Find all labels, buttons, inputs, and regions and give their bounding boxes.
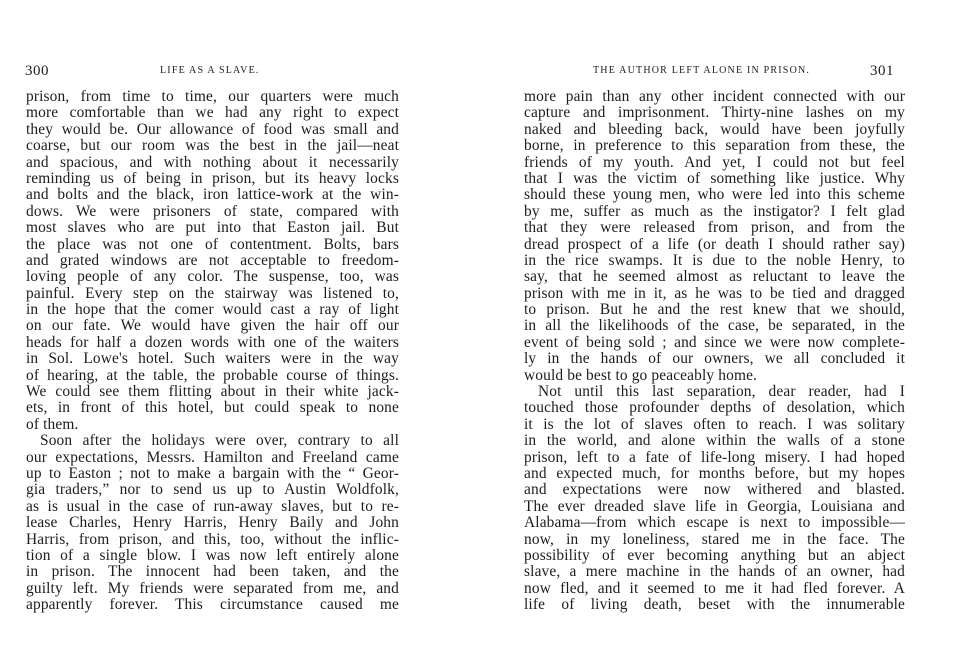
text-line: in Sol. Lowe's hotel. Such waiters were in the way	[26, 350, 399, 368]
text-line: slave, a mere machine in the hands of an owner, had	[524, 563, 905, 581]
text-line: naked and bleeding back, would have been joyfully	[524, 120, 905, 138]
text-line: it is the lot of slaves often to reach. I was solitary	[524, 415, 905, 433]
text-line: ly in the hands of our owners, we all concluded it	[524, 350, 905, 368]
text-line: prison with me in it, as he was to be tied and dragged	[524, 284, 905, 302]
text-line: capture and imprisonment. Thirty-nine lashes on my	[524, 104, 905, 122]
right-body-text	[524, 89, 905, 614]
right-running-title: THE AUTHOR LEFT ALONE IN PRISON.	[593, 65, 811, 76]
text-line: and bolts and the black, iron lattice-work at the win-	[26, 186, 399, 204]
text-line: painful. Every step on the stairway was listened to,	[26, 284, 399, 302]
text-line: possibility of ever becoming anything but an abject	[524, 546, 905, 564]
right-page	[490, 0, 980, 668]
text-line: event of being sold ; and since we were now complete-	[524, 333, 905, 351]
text-line: ets, in front of this hotel, but could speak to none	[26, 399, 399, 417]
text-line: would be best to go peaceably home.	[524, 366, 758, 384]
text-line: dows. We were prisoners of state, compared with	[26, 202, 399, 220]
text-line: the place was not one of contentment. Bolts, bars	[26, 235, 399, 253]
text-line: dread prospect of a life (or death I should rather say)	[524, 235, 905, 253]
text-line: touched those profounder depths of desolation, which	[524, 399, 905, 417]
text-line: in all the likelihoods of the case, be separated, in the	[524, 317, 905, 335]
text-line: in the rice swamps. It is due to the noble Henry, to	[524, 251, 905, 269]
text-line: in the hope that the comer would cast a ray of light	[26, 301, 399, 319]
text-line: Not until this last separation, dear reader, had I	[538, 383, 905, 401]
text-line: lease Charles, Henry Harris, Henry Baily and John	[26, 514, 399, 532]
text-line: and grated windows are not acceptable to freedom-	[26, 251, 399, 269]
text-line: guilty left. My friends were separated from me, and	[26, 579, 399, 597]
text-line: reminding us of being in prison, but its heavy locks	[26, 169, 399, 187]
text-line: now, in my loneliness, stared me in the face. The	[524, 530, 905, 548]
text-line: now fled, and it seemed to me it had fled forever. A	[524, 579, 905, 597]
text-line: up to Easton ; not to make a bargain with the “ Geor-	[26, 464, 399, 482]
text-line: our expectations, Messrs. Hamilton and Freeland came	[26, 448, 399, 466]
text-line: and expected much, for months before, but my hopes	[524, 464, 905, 482]
left-body-text	[26, 89, 399, 614]
text-line: in prison. The innocent had been taken, and the	[26, 563, 399, 581]
text-line: and spacious, and with nothing about it necessarily	[26, 153, 399, 171]
text-line: in the world, and alone within the walls of a stone	[524, 432, 905, 450]
text-line: of hearing, at the table, the probable course of things.	[26, 366, 399, 384]
text-line: We could see them flitting about in their white jack-	[26, 383, 399, 401]
text-line: as is usual in the case of run-away slaves, but to re-	[26, 497, 399, 515]
text-line: of them.	[26, 415, 79, 433]
text-line: more pain than any other incident connected with our	[524, 88, 905, 105]
text-line: life of living death, beset with the innumerable	[524, 596, 905, 614]
text-line: prison, left to a fate of life-long misery. I had hoped	[524, 448, 905, 466]
text-line: on our fate. We would have given the hair off our	[26, 317, 399, 335]
text-line: and expectations were now withered and blasted.	[524, 481, 905, 499]
text-line: loving people of any color. The suspense, too, was	[26, 268, 399, 286]
text-line: apparently forever. This circumstance caused me	[26, 596, 399, 614]
text-line: coarse, but our room was the best in the jail—neat	[26, 137, 399, 155]
text-line: friends of my youth. And yet, I could not but feel	[524, 153, 905, 171]
text-line: they would be. Our allowance of food was small and	[26, 120, 399, 138]
right-page-number: 301	[870, 63, 894, 79]
text-line: most slaves who are put into that Easton jail. But	[26, 219, 399, 237]
text-line: Alabama—from which escape is next to impossible—	[524, 514, 905, 532]
text-line: to prison. But he and the rest knew that we should,	[524, 301, 905, 319]
text-line: prison, from time to time, our quarters were much	[26, 88, 399, 105]
text-line: heads for half a dozen words with one of the waiters	[26, 333, 399, 351]
text-line: that I was the victim of something like justice. Why	[524, 169, 905, 187]
text-line: tion of a single blow. I was now left entirely alone	[26, 546, 399, 564]
text-line: gia traders,” nor to send us up to Austin Woldfolk,	[26, 481, 399, 499]
text-line: that they were released from prison, and from the	[524, 219, 905, 237]
text-line: should these young men, who were led into this scheme	[524, 186, 905, 204]
left-running-title: LIFE AS A SLAVE.	[160, 65, 260, 76]
text-line: by me, suffer as much as the instigator? I felt glad	[524, 202, 905, 220]
text-line: say, that he seemed almost as reluctant to leave the	[524, 268, 905, 286]
text-line: more comfortable than we had any right to expect	[26, 104, 399, 122]
text-line: Harris, from prison, and this, too, without the inflic-	[26, 530, 399, 548]
text-line: The ever dreaded slave life in Georgia, Louisiana and	[524, 497, 905, 515]
text-line: Soon after the holidays were over, contrary to all	[40, 432, 399, 450]
left-page-number: 300	[25, 63, 49, 79]
text-line: borne, in preference to this separation from these, the	[524, 137, 905, 155]
